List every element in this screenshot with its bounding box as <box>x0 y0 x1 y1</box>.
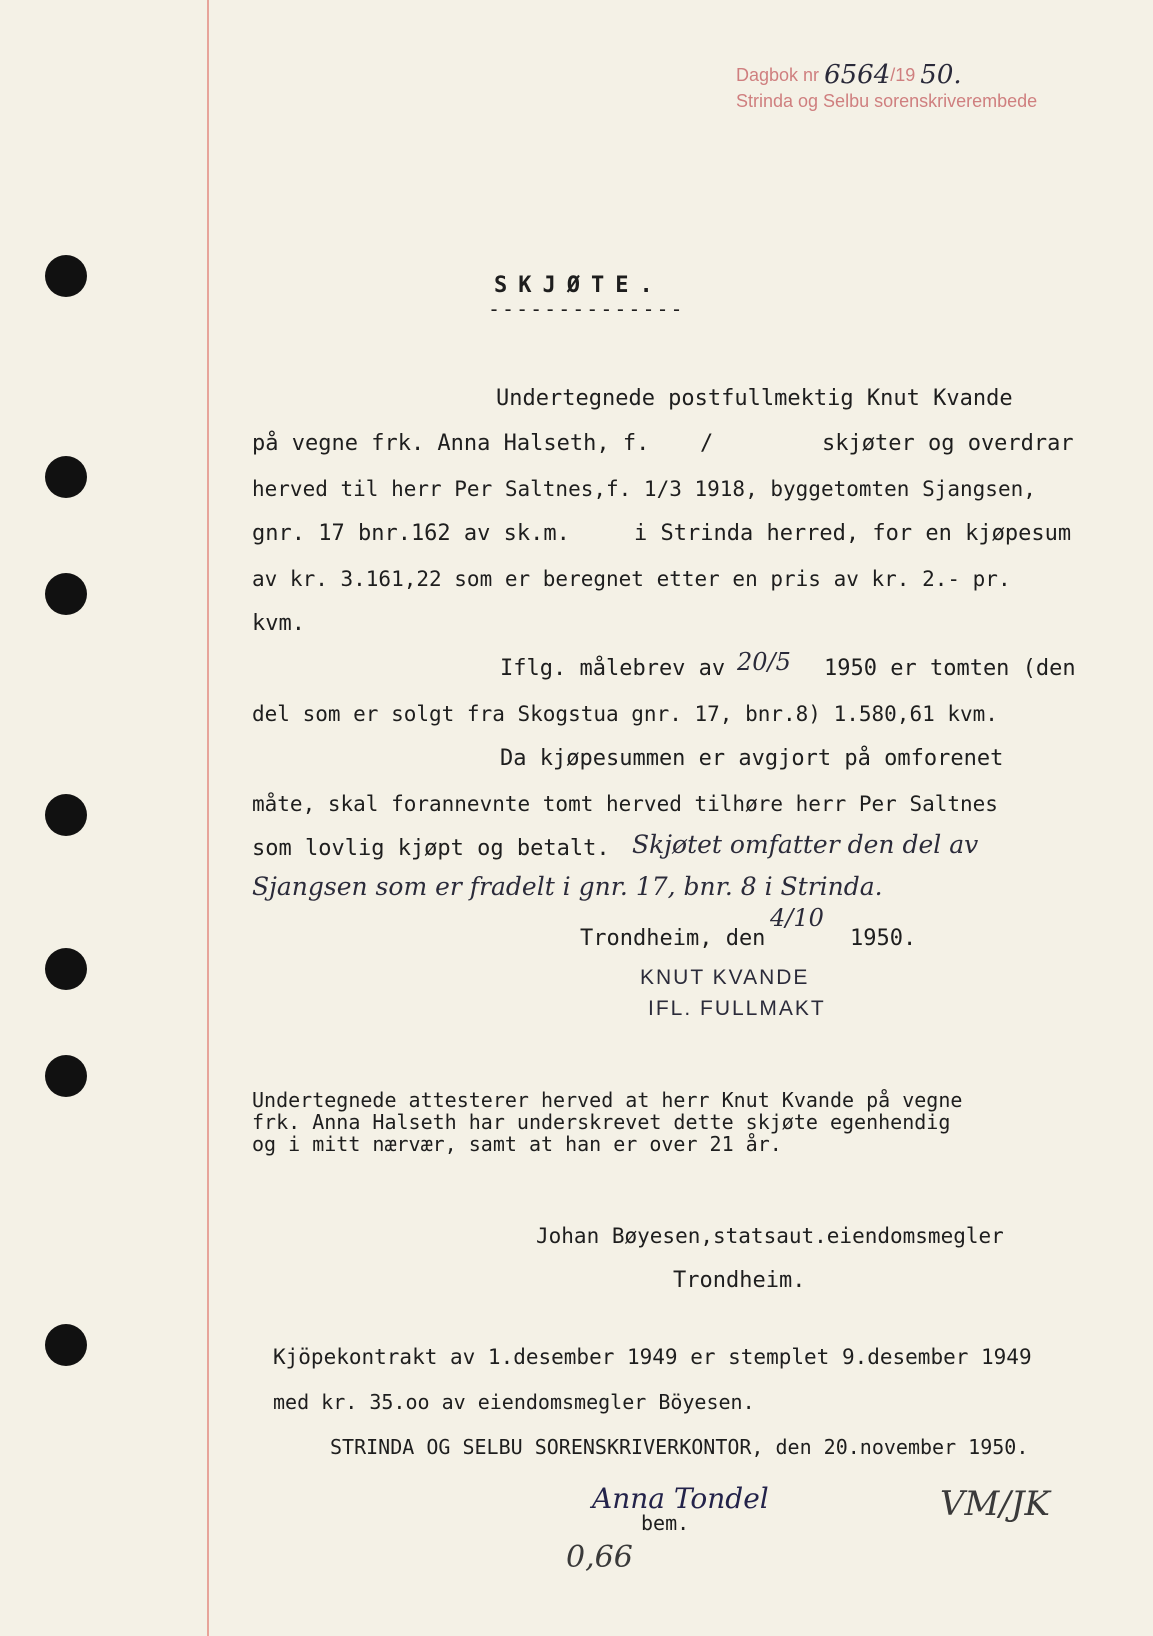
signature: KNUT KVANDE <box>640 966 810 989</box>
body-line: i Strinda herred, for en kjøpesum <box>634 521 1072 546</box>
stamp-office: Strinda og Selbu sorenskriverembede <box>736 91 1038 111</box>
attestation-line: og i mitt nærvær, samt at han er over 21 år. <box>252 1132 782 1156</box>
handwritten-addition: Skjøtet omfatter den del av <box>632 830 979 859</box>
body-line: Iflg. målebrev av <box>500 656 726 681</box>
binder-hole <box>45 573 87 615</box>
registry-stamp <box>736 62 1037 114</box>
clerk-title: bem. <box>641 1511 690 1535</box>
attestation-line: frk. Anna Halseth har underskrevet dette skjøte egenhendig <box>252 1110 951 1134</box>
registration-line: med kr. 35.oo av eiendomsmegler Böyesen. <box>273 1390 755 1414</box>
stamp-year: 50. <box>920 60 962 90</box>
handwritten-addition: Sjangsen som er fradelt i gnr. 17, bnr. 8 i Strinda. <box>252 872 883 901</box>
body-line: herved til herr Per Saltnes,f. 1/3 1918, byggetomten Sjangsen, <box>252 477 1036 501</box>
handwritten-initials: VM/JK <box>940 1484 1050 1524</box>
binder-hole <box>45 794 87 836</box>
binder-hole <box>45 1324 87 1366</box>
handwritten-date: 20/5 <box>737 648 791 676</box>
handwritten-fee: 0,66 <box>566 1540 633 1575</box>
stamp-number: 6564 <box>824 60 891 90</box>
body-line: som lovlig kjøpt og betalt. <box>252 836 610 861</box>
body-line: kvm. <box>252 611 305 636</box>
body-line: 1950 er tomten (den <box>824 656 1076 681</box>
signature-role: IFL. FULLMAKT <box>648 997 826 1020</box>
place-date: 1950. <box>850 926 917 951</box>
stamp-prefix: Dagbok nr <box>736 65 820 85</box>
body-line: Da kjøpesummen er avgjort på omforenet <box>500 746 1004 771</box>
body-line: Undertegnede postfullmektig Knut Kvande <box>496 386 1013 411</box>
body-line: gnr. 17 bnr.162 av sk.m. <box>252 521 570 546</box>
body-line: måte, skal forannevnte tomt herved tilhøre herr Per Saltnes <box>252 792 998 816</box>
title-underline: -------------- <box>488 297 685 321</box>
body-line: av kr. 3.161,22 som er beregnet etter en pris av kr. 2.- pr. <box>252 567 1011 591</box>
binder-hole <box>45 255 87 297</box>
handwritten-date: 4/10 <box>770 904 824 932</box>
binder-hole <box>45 948 87 990</box>
stamp-year-prefix: /19 <box>890 65 916 85</box>
body-line: skjøter og overdrar <box>822 431 1074 456</box>
witness-name: Johan Bøyesen,statsaut.eiendomsmegler <box>536 1224 1004 1248</box>
registration-office-line: STRINDA OG SELBU SORENSKRIVERKONTOR, den 20.november 1950. <box>330 1435 1029 1459</box>
witness-city: Trondheim. <box>673 1268 806 1293</box>
body-line: på vegne frk. Anna Halseth, f. <box>252 431 650 456</box>
document-title: SKJØTE. <box>494 273 664 298</box>
place-date: Trondheim, den <box>580 926 766 951</box>
body-line: / <box>700 431 714 456</box>
registration-line: Kjöpekontrakt av 1.desember 1949 er stemplet 9.desember 1949 <box>273 1345 1032 1369</box>
binder-hole <box>45 456 87 498</box>
body-line: del som er solgt fra Skogstua gnr. 17, bnr.8) 1.580,61 kvm. <box>252 702 998 726</box>
margin-line <box>207 0 209 1636</box>
attestation-line: Undertegnede attesterer herved at herr Knut Kvande på vegne <box>252 1088 963 1112</box>
binder-hole <box>45 1055 87 1097</box>
clerk-signature: Anna Tondel <box>592 1482 769 1515</box>
